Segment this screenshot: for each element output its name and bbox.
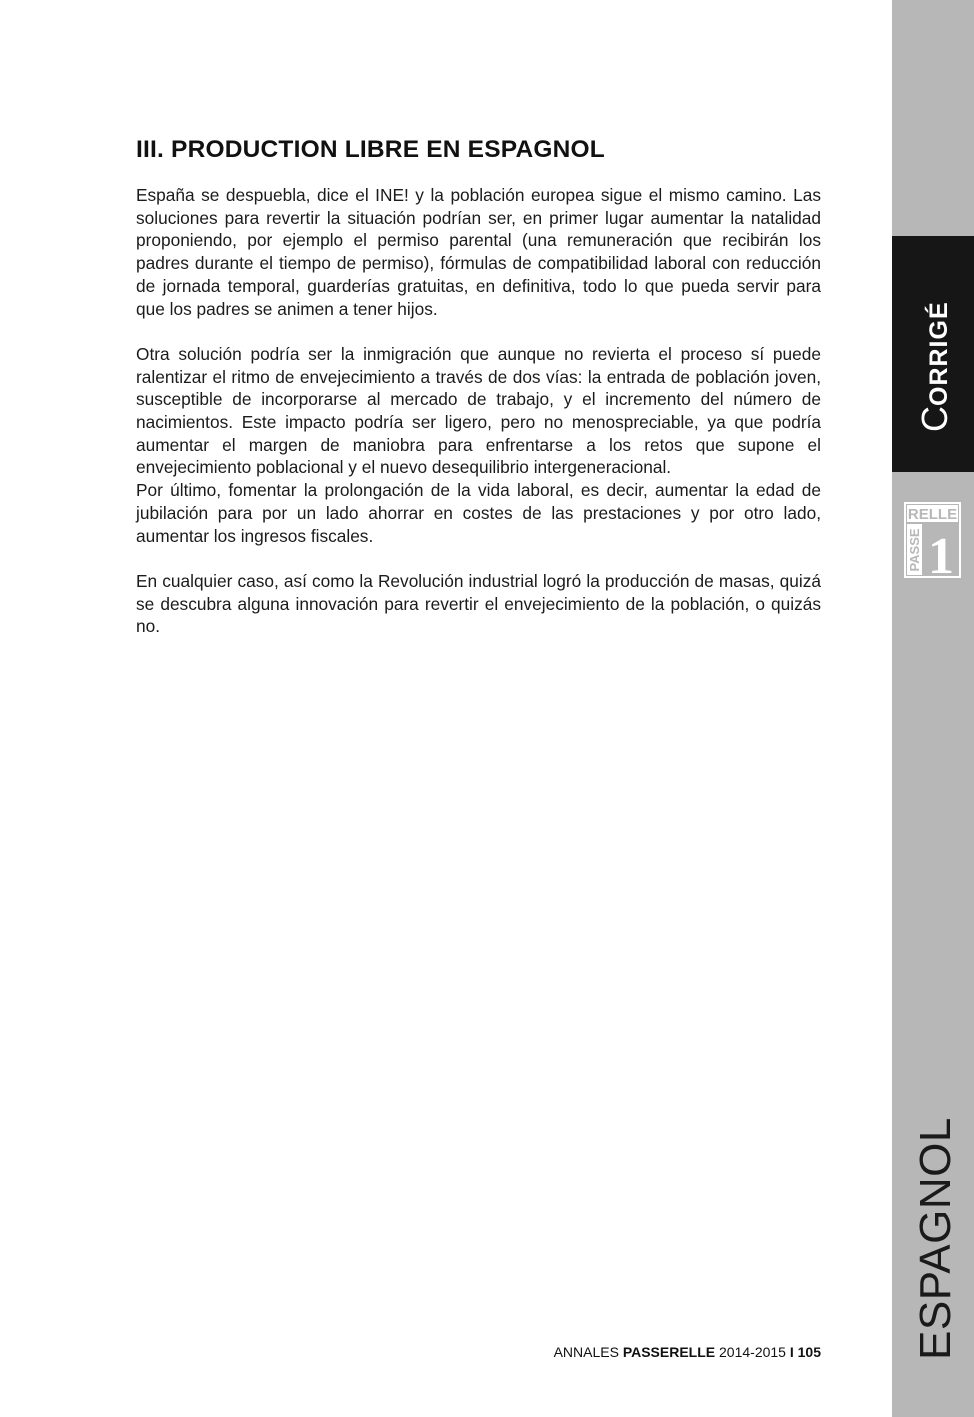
paragraph-1: España se despuebla, dice el INE! y la población europea sigue el mismo camino. Las soluciones para revertir la situación podrían ser, en primer lugar aumentar la natalidad proponiendo, por ejemplo el permiso parental (una remuneración que recibirán los padres durante el tiempo de permiso), fórmulas de compatibilidad laboral con reducción de jornada temporal, guarderías gratuitas, en definitiva, todo lo que pueda servir para que los padres se animen a tener hijos. xyxy=(136,185,821,319)
paragraph-2: Otra solución podría ser la inmigración que aunque no revierta el proceso sí puede ralentizar el ritmo de envejecimiento a través de dos vías: la entrada de población joven, susceptible de incorporarse al mercado de trabajo, y el incremento del número de nacimientos. Este impacto podría ser ligero, pero no menospreciable, ya que podría aumentar el margen de maniobra para enfrentarse a los retos que supone el envejecimiento poblacional y el nuevo desequilibrio intergeneracional. xyxy=(136,343,821,478)
footer-brand: PASSERELLE xyxy=(622,1344,716,1360)
corrige-rest: ORRIGÉ xyxy=(925,301,953,406)
subject-label: ESPAGNOL xyxy=(911,1117,960,1360)
body-text xyxy=(136,184,821,638)
corrige-initial: C xyxy=(914,406,955,432)
page-number: 105 xyxy=(793,1344,821,1360)
page-footer xyxy=(554,1342,821,1362)
logo-side-text: PASSE xyxy=(907,528,922,572)
passerelle-logo xyxy=(904,502,961,578)
footer-separator: I xyxy=(789,1344,794,1360)
paragraph-3: Por último, fomentar la prolongación de la vida laboral, es decir, aumentar la edad de jubilación para por un lado ahorrar en costes de las prestaciones y por otro lado, aumentar los ingresos fiscales. xyxy=(136,480,821,546)
paragraph-4: En cualquier caso, así como la Revolución industrial logró la producción de masas, quizá se descubra alguna innovación para revertir el envejecimiento de la población, o quizás no. xyxy=(136,570,821,637)
footer-years: 2014-2015 xyxy=(715,1344,790,1360)
logo-number: 1 xyxy=(928,528,954,578)
logo-top-text: RELLE xyxy=(907,506,958,523)
footer-prefix: ANNALES xyxy=(553,1344,623,1360)
section-heading: III. PRODUCTION LIBRE EN ESPAGNOL xyxy=(136,136,605,163)
corrige-label xyxy=(914,301,960,432)
